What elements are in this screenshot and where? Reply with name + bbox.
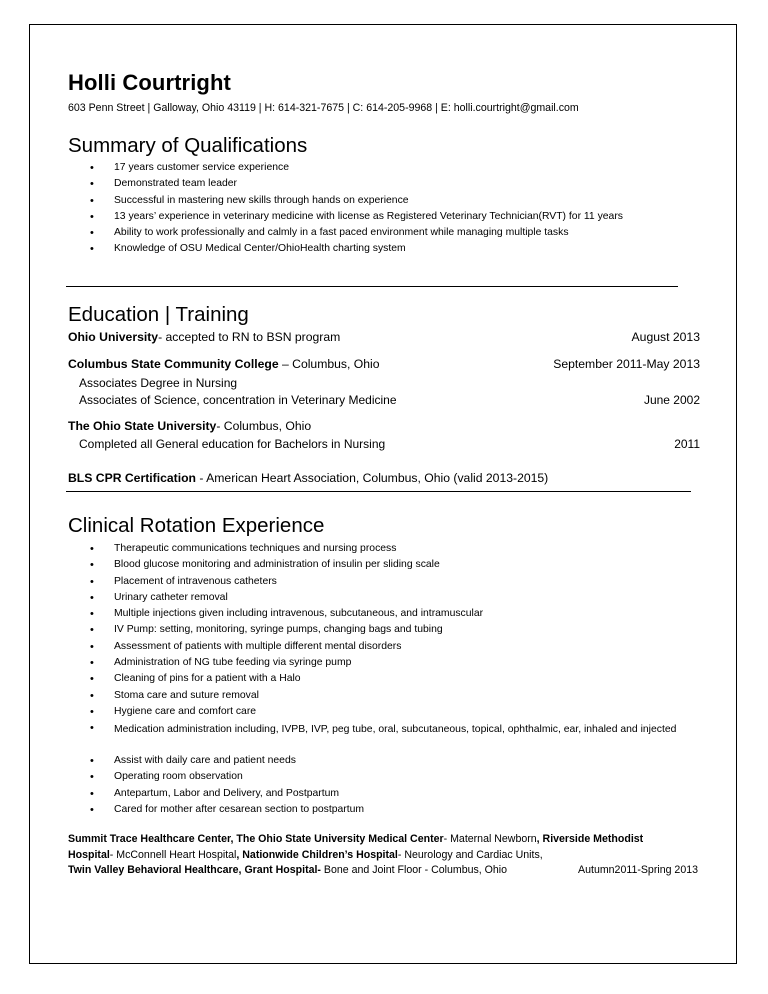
list-item: • Hygiene care and comfort care <box>90 704 483 720</box>
site-name: , Nationwide Children’s Hospital <box>236 849 398 861</box>
school-date: August 2013 <box>631 330 700 344</box>
site-unit: Bone and Joint Floor - Columbus, Ohio <box>320 864 508 876</box>
list-item: • Multiple injections given including intravenous, subcutaneous, and intramuscular <box>90 606 483 622</box>
education-title: Education | Training <box>68 303 249 326</box>
school-name: The Ohio State University <box>68 419 217 433</box>
certification-bls <box>68 471 700 485</box>
list-item: • 17 years customer service experience <box>90 160 623 176</box>
site-name: Hospital <box>68 849 110 861</box>
list-item: • Assessment of patients with multiple different mental disorders <box>90 639 483 655</box>
education-cscc <box>68 357 700 371</box>
list-item: • Cared for mother after cesarean section to postpartum <box>90 802 364 818</box>
cert-detail: - American Heart Association, Columbus, Ohio (valid 2013-2015) <box>195 471 549 485</box>
list-item: • Therapeutic communications techniques and nursing process <box>90 541 483 557</box>
degree-line: Completed all General education for Bachelors in Nursing <box>79 437 386 451</box>
resume-name: Holli Courtright <box>68 70 231 95</box>
contact-info: 603 Penn Street | Galloway, Ohio 43119 | H: 614-321-7675 | C: 614-205-9968 | E: holli.courtright@gmail.com <box>68 102 579 114</box>
education-osu <box>68 419 700 433</box>
list-item: • Operating room observation <box>90 769 364 785</box>
list-item: • Stoma care and suture removal <box>90 688 483 704</box>
list-item-medication: Medication administration including, IVPB, IVP, peg tube, oral, subcutaneous, topical, ophthalmic, ear, inhaled and injected <box>114 724 677 735</box>
degree-date: June 2002 <box>643 393 700 407</box>
degree-date: 2011 <box>674 437 700 451</box>
list-item: • Administration of NG tube feeding via syringe pump <box>90 655 483 671</box>
summary-title: Summary of Qualifications <box>68 134 308 157</box>
list-item: • Knowledge of OSU Medical Center/OhioHealth charting system <box>90 241 623 257</box>
clinical-list-continued <box>90 753 364 818</box>
site-unit: - Maternal Newborn <box>443 833 537 845</box>
list-item: • Assist with daily care and patient needs <box>90 753 364 769</box>
site-name: Summit Trace Healthcare Center, The Ohio State University Medical Center <box>68 833 444 845</box>
site-unit: - Neurology and Cardiac Units, <box>397 849 543 861</box>
bullet: • <box>90 722 94 734</box>
site-name: Twin Valley Behavioral Healthcare, Grant Hospital- <box>68 864 321 876</box>
school-detail: – Columbus, Ohio <box>278 357 380 371</box>
degree-line: Associates of Science, concentration in Veterinary Medicine <box>79 393 397 407</box>
school-detail: - Columbus, Ohio <box>216 419 312 433</box>
list-item: • Antepartum, Labor and Delivery, and Postpartum <box>90 786 364 802</box>
summary-list <box>90 160 623 258</box>
school-detail: - accepted to RN to BSN program <box>158 330 341 344</box>
school-name: Columbus State Community College <box>68 357 279 371</box>
list-item: • Cleaning of pins for a patient with a Halo <box>90 671 483 687</box>
school-date: September 2011-May 2013 <box>553 357 700 371</box>
clinical-date: Autumn2011-Spring 2013 <box>578 864 698 876</box>
list-item: • Urinary catheter removal <box>90 590 483 606</box>
degree-line: Associates Degree in Nursing <box>79 376 238 390</box>
list-item: • Placement of intravenous catheters <box>90 574 483 590</box>
clinical-title: Clinical Rotation Experience <box>68 514 325 537</box>
clinical-sites-line-2 <box>68 849 543 861</box>
list-item: • Demonstrated team leader <box>90 176 623 192</box>
clinical-list <box>90 541 483 720</box>
education-ohio-university <box>68 330 700 344</box>
school-name: Ohio University <box>68 330 159 344</box>
list-item: • Ability to work professionally and calmly in a fast paced environment while managing multiple tasks <box>90 225 623 241</box>
list-item: • Blood glucose monitoring and administration of insulin per sliding scale <box>90 557 483 573</box>
clinical-sites-line-3 <box>68 864 507 876</box>
list-item: • IV Pump: setting, monitoring, syringe pumps, changing bags and tubing <box>90 622 483 638</box>
site-name: , Riverside Methodist <box>536 833 644 845</box>
list-item: • 13 years’ experience in veterinary medicine with license as Registered Veterinary Technician(RVT) for 11 years <box>90 209 623 225</box>
cert-name: BLS CPR Certification <box>68 471 196 485</box>
divider <box>66 286 678 287</box>
divider <box>66 491 691 492</box>
list-item: • Successful in mastering new skills through hands on experience <box>90 193 623 209</box>
clinical-sites-line-1 <box>68 833 643 845</box>
site-unit: - McConnell Heart Hospital <box>109 849 237 861</box>
